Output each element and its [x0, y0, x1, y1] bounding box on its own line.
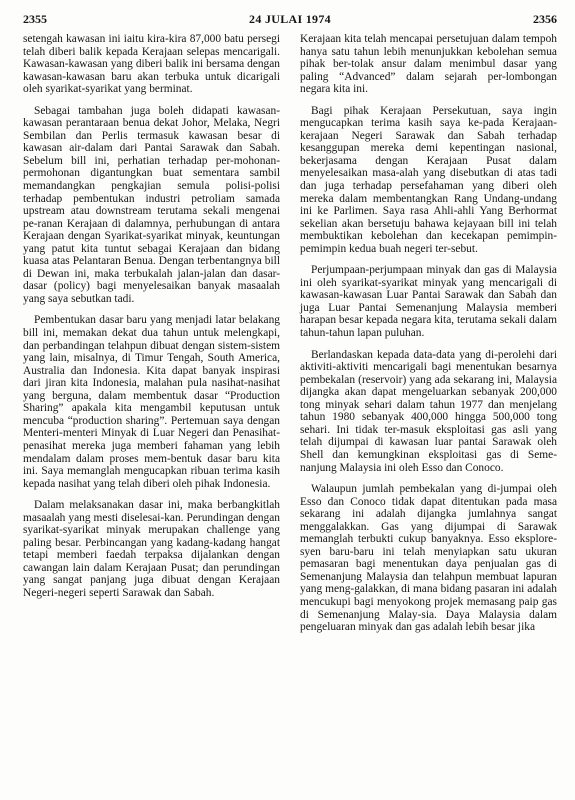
paragraph: setengah kawasan ini iaitu kira-kira 87,000 batu persegi telah diberi balik kepada Kerajaan selepas mencarigali. Kawasan-kawasan yang diberi balik ini bersama dengan kawasan-kawasan baru akan terbuka untuk dicarigali oleh syarikat-syarikat yang berminat.	[23, 33, 280, 96]
page-header	[23, 12, 557, 32]
right-column	[300, 33, 557, 643]
paragraph: Walaupun jumlah pembekalan yang di-jumpai oleh Esso dan Conoco tidak dapat ditentukan pada masa sekarang ini adalah dijangka jumlahnya sangat menggalakkan. Gas yang dijumpai di Sarawak memanglah terbukti cukup banyaknya. Esso eksplore-syen baru-baru ini telah menyiapkan satu ukuran pemasaran bagi menentukan daya penjualan gas di Semenanjung Malaysia dan telahpun membuat lapuran yang meng-galakkan, di mana bidang pasaran ini adalah mencukupi bagi menyokong projek memasang paip gas di Semenanjung Malay-sia. Daya Malaysia dalam pengeluaran minyak dan gas adalah lebih besar jika	[300, 483, 557, 634]
paragraph: Pembentukan dasar baru yang menjadi latar belakang bill ini, memakan dekat dua tahun untuk melengkapi, dan perbandingan telahpun dibuat dengan sistem-sistem yang lain, misalnya, di Timur Tengah, South America, Australia dan Indonesia. Kita dapat banyak inspirasi dari jiran kita Indonesia, malahan pula nasihat-nasihat yang berguna, dalam membentuk dasar “Production Sharing” apakala kita mengambil keputusan untuk mencuba “production sharing”. Pertemuan saya dengan Menteri-menteri Minyak di Luar Negeri dan Penasihat-penasihat mereka juga memberi fahaman yang lebih mendalam dalam proses mem-bentuk dasar baru kita ini. Saya memanglah mengucapkan ribuan terima kasih kepada nasihat yang telah diberi oleh pihak Indonesia.	[23, 314, 280, 490]
paragraph: Berlandaskan kepada data-data yang di-perolehi dari aktiviti-aktiviti mencarigali bagi menentukan besarnya pembekalan (reservoir) yang ada sekarang ini, Malaysia dijangka akan dapat mengeluarkan sebanyak 200,000 tong minyak sehari dalam tahun 1977 dan menjelang tahun 1980 sebanyak 400,000 hingga 500,000 tong sehari. Ini tidak ter-masuk eksploitasi gas asli yang telah dijumpai di kawasan luar pantai Sarawak oleh Shell dan kemungkinan eksploitasi gas di Seme-nanjung Malaysia ini oleh Esso dan Conoco.	[300, 348, 557, 474]
page-number-right: 2356	[533, 12, 557, 26]
paragraph: Kerajaan kita telah mencapai persetujuan dalam tempoh hanya satu tahun lebih menunjukkan kebolehan semua pihak ber-tolak ansur dalam menimbul dasar yang paling “Advanced” dalam sejarah per-lombongan negara kita ini.	[300, 33, 557, 96]
text-columns	[23, 33, 557, 643]
paragraph: Bagi pihak Kerajaan Persekutuan, saya ingin mengucapkan terima kasih saya ke-pada Kerajaan-kerajaan Negeri Sarawak dan Sabah terhadap kesanggupan mereka demi kepentingan nasional, bekerjasama dengan Kerajaan Pusat dalam menyelesaikan masa-alah yang disebutkan di atas tadi dan juga terhadap persefahaman yang diberi oleh mereka dalam membentangkan Rang Undang-undang ini ke Parlimen. Saya rasa Ahli-ahli Yang Berhormat sekelian akan bersetuju bahawa kejayaan bill ini telah membuktikan kebolehan dan kecekapan pemimpin-pemimpin kedua buah negeri ter-sebut.	[300, 104, 557, 255]
left-column	[23, 33, 280, 643]
page-number-left: 2355	[23, 12, 47, 26]
paragraph: Perjumpaan-perjumpaan minyak dan gas di Malaysia ini oleh syarikat-syarikat minyak yang mencarigali di kawasan-kawasan Luar Pantai Sarawak dan Sabah dan juga Luar Pantai Semenanjung Malaysia memberi harapan besar kepada negara kita, terutama sekali dalam tahun-tahun lapan puluhan.	[300, 264, 557, 340]
paragraph: Dalam melaksanakan dasar ini, maka berbangkitlah masaalah yang mesti diselesai-kan. Perundingan dengan syarikat-syarikat minyak merupakan challenge yang paling besar. Perbincangan yang kadang-kadang hangat tetapi memberi faedah terpaksa dijalankan dengan cawangan lain dalam Kerajaan Pusat; dan perundingan yang sangat panjang juga dibuat dengan Kerajaan Negeri-negeri seperti Sarawak dan Sabah.	[23, 499, 280, 599]
session-date: 24 JULAI 1974	[249, 12, 331, 26]
paragraph: Sebagai tambahan juga boleh didapati kawasan-kawasan perantaraan benua dekat Johor, Melaka, Negri Sembilan dan Perlis termasuk kawasan besar di kawasan air-dalam dari Pantai Sarawak dan Sabah. Sebelum bill ini, perhatian terhadap per-mohonan-permohonan digantungkan buat sementara sambil memandangkan pengkajian semula polisi-polisi terhadap pembentukan industri petroliam samada upstream atau downstream terutama sekali mengenai pe-ranan Kerajaan di dalamnya, perhubungan di antara Kerajaan dengan Syarikat-syarikat minyak, keuntungan yang patut kita tuntut sebagai Kerajaan dan bidang kuasa atas Pelantaran Benua. Dengan terbentangnya bill di Dewan ini, maka terbukalah jalan-jalan dan dasar-dasar (policy) bagi menyelesaikan banyak masaalah yang saya sebutkan tadi.	[23, 104, 280, 305]
